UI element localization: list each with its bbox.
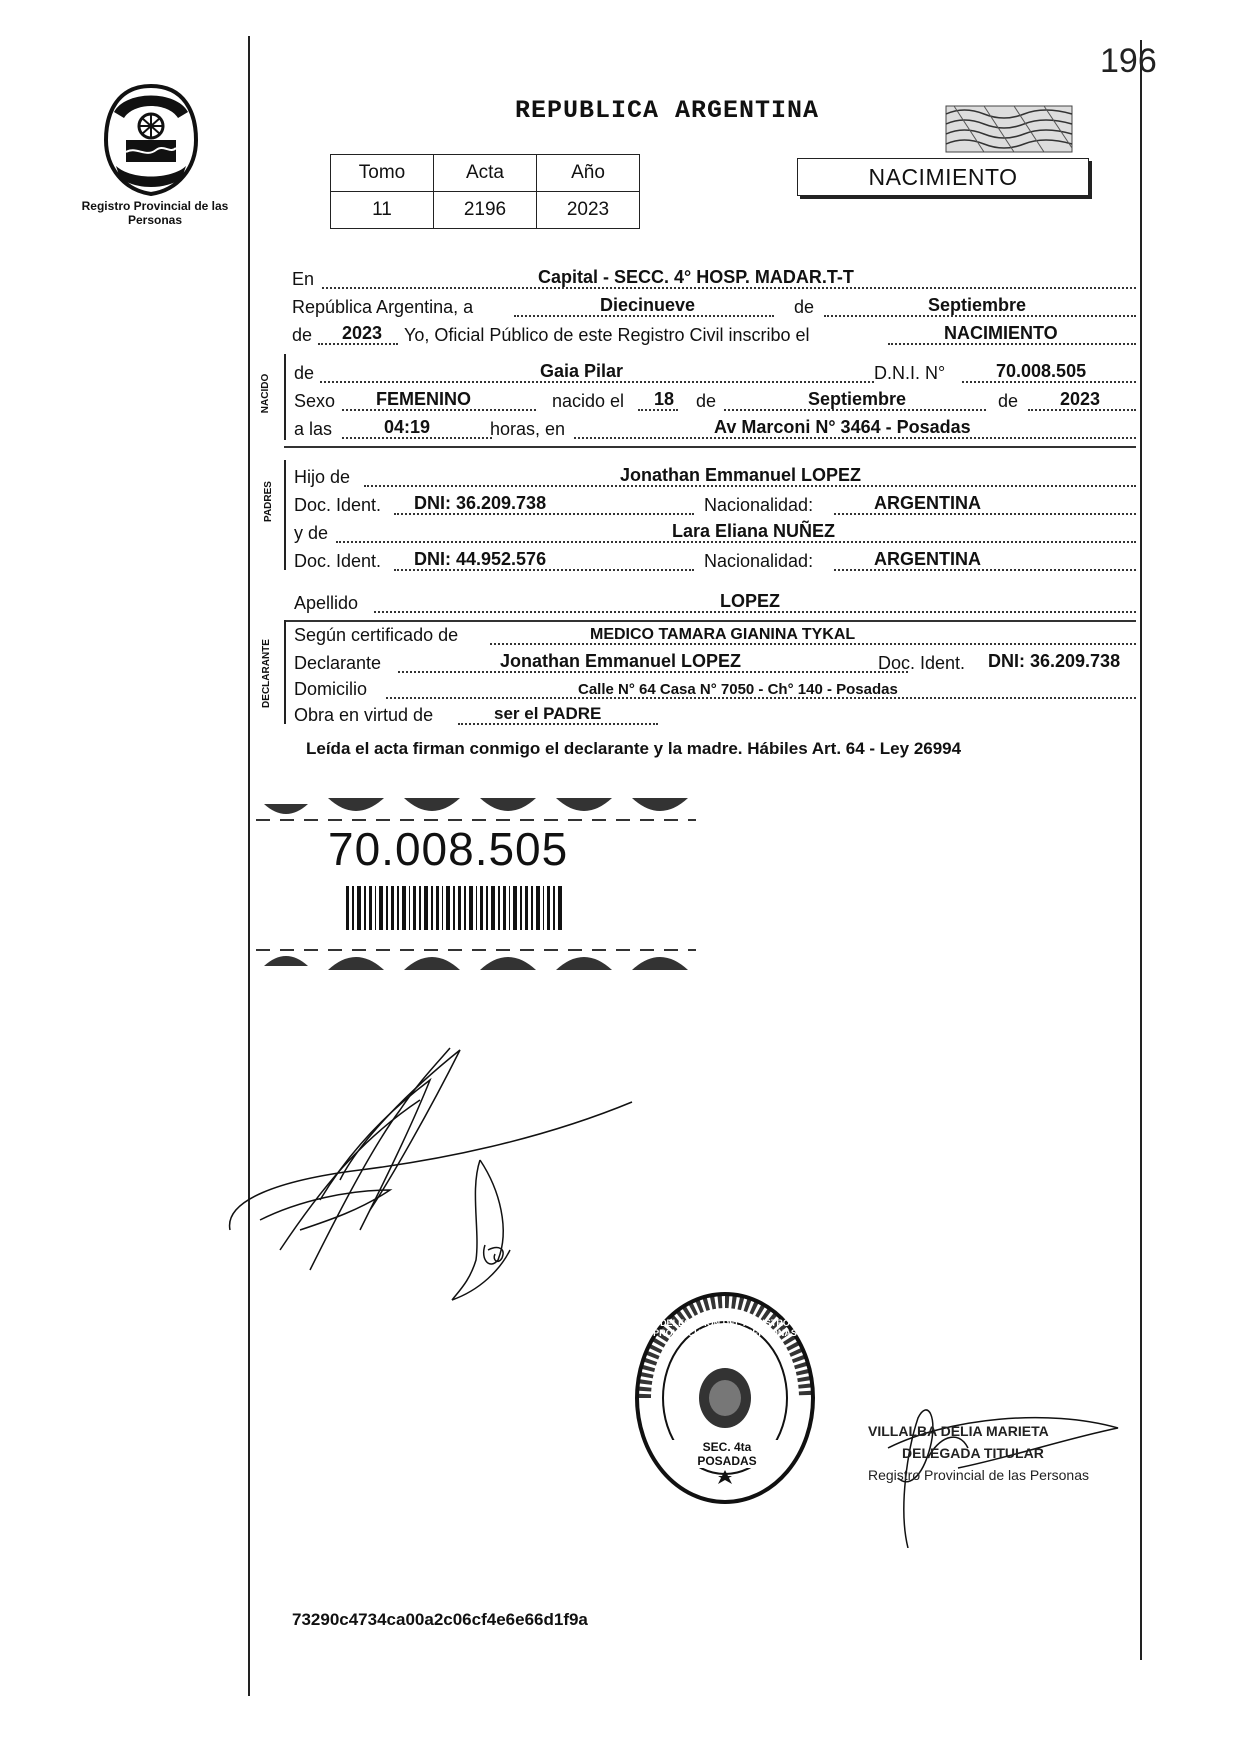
newborn-dni: 70.008.505 (996, 361, 1087, 381)
document-title: REPUBLICA ARGENTINA (515, 96, 820, 125)
declarant-line (294, 650, 1136, 676)
mother-name: Lara Eliana NUÑEZ (672, 521, 836, 541)
closing-text: Leída el acta firman conmigo el declarante y la madre. Hábiles Art. 64 - Ley 26994 (306, 739, 962, 758)
hours-label: horas, en (490, 419, 566, 439)
header-anio: Año (537, 155, 640, 192)
registration-act: NACIMIENTO (944, 323, 1058, 343)
section-label-nacido: NACIDO (260, 373, 272, 414)
registration-place: Capital - SECC. 4° HOSP. MADAR.T-T (538, 267, 854, 287)
certificate-line (294, 622, 1136, 648)
right-margin-line (1140, 40, 1142, 1660)
newborn-time-line (294, 416, 1136, 442)
delegate-office: Registro Provincial de las Personas (868, 1467, 1089, 1483)
page-number: 196 (1100, 42, 1157, 80)
delegate-title: DELEGADA TITULAR (902, 1445, 1044, 1461)
newborn-sex: FEMENINO (376, 389, 472, 409)
record-table-value-row (331, 192, 640, 229)
delegate-block (868, 1420, 1089, 1486)
date-line (292, 294, 1136, 320)
delegate-name: VILLALBA DELIA MARIETA (868, 1423, 1049, 1439)
sex-label: Sexo (294, 391, 336, 411)
section-divider (284, 446, 1136, 448)
section-label-padres: PADRES (262, 481, 274, 522)
record-table (330, 154, 640, 229)
birth-place: Av Marconi N° 3464 - Posadas (714, 417, 971, 437)
and-label: y de (294, 523, 329, 543)
surname-line (294, 590, 1136, 616)
certificate-value: MEDICO TAMARA GIANINA TYKAL (590, 626, 856, 643)
surname-value: LOPEZ (720, 591, 781, 611)
mother-signature (440, 1150, 550, 1310)
father-name: Jonathan Emmanuel LOPEZ (620, 465, 862, 485)
time-label: a las (294, 419, 333, 439)
section-bracket-declarante (284, 620, 286, 724)
doc-label: Doc. Ident. (878, 653, 966, 673)
dni-label: D.N.I. N° (874, 363, 946, 383)
value-anio: 2023 (537, 192, 640, 229)
provincial-coat-of-arms-logo (96, 82, 206, 198)
nationality-label: Nacionalidad: (704, 551, 814, 571)
birth-month: Septiembre (808, 389, 907, 409)
header-tomo: Tomo (331, 155, 434, 192)
father-doc: DNI: 36.209.738 (414, 493, 547, 513)
de-label: de (292, 325, 313, 345)
registration-month: Septiembre (928, 295, 1027, 315)
by-virtue-value: ser el PADRE (494, 704, 602, 723)
registry-name-caption: Registro Provincial de las Personas (81, 199, 229, 227)
section-label-declarante: DECLARANTE (260, 639, 272, 708)
newborn-sex-line (294, 388, 1136, 414)
declarant-signature (220, 1030, 640, 1310)
record-table-header-row (331, 155, 640, 192)
registration-day: Diecinueve (600, 295, 696, 315)
barcode-icon (346, 886, 566, 930)
newborn-name-line (294, 360, 1136, 386)
by-virtue-label: Obra en virtud de (294, 705, 434, 725)
stamp-ring-text: DELEGACION DEL REGISTRO PROVINCIAL DE LAS PERSONAS (653, 1318, 797, 1338)
surname-label: Apellido (294, 593, 359, 613)
declarant-name: Jonathan Emmanuel LOPEZ (500, 651, 742, 671)
id-number-large: 70.008.505 (328, 823, 569, 875)
father-doc-line (294, 492, 1136, 518)
declarant-label: Declarante (294, 653, 382, 673)
statement-line (292, 322, 1136, 348)
birth-time: 04:19 (384, 417, 431, 437)
by-virtue-line (294, 702, 1136, 728)
doc-label: Doc. Ident. (294, 551, 382, 571)
birth-day: 18 (654, 389, 675, 409)
value-tomo: 11 (331, 192, 434, 229)
doc-label: Doc. Ident. (294, 495, 382, 515)
statement-text: Yo, Oficial Público de este Registro Civil inscribo el (404, 325, 810, 345)
mother-name-line (294, 520, 1136, 546)
en-label: En (292, 269, 315, 289)
de-label: de (794, 297, 815, 317)
document-hash: 73290c4734ca00a2c06cf4e6e66d1f9a (292, 1610, 588, 1629)
de-label: de (294, 363, 315, 383)
nationality-label: Nacionalidad: (704, 495, 814, 515)
mother-doc: DNI: 44.952.576 (414, 549, 547, 569)
registration-year: 2023 (342, 323, 383, 343)
section-bracket-padres (284, 460, 286, 570)
birth-year: 2023 (1060, 389, 1101, 409)
mother-nationality: ARGENTINA (874, 549, 981, 569)
newborn-name: Gaia Pilar (540, 361, 624, 381)
address-value: Calle N° 64 Casa N° 7050 - Ch° 140 - Posadas (578, 681, 898, 698)
security-pattern-icon (944, 104, 1074, 154)
address-label: Domicilio (294, 679, 368, 699)
place-line (292, 266, 1136, 292)
value-acta: 2196 (434, 192, 537, 229)
born-label: nacido el (552, 391, 625, 411)
child-of-label: Hijo de (294, 467, 351, 487)
stamp-center-text: SEC. 4ta POSADAS (672, 1440, 782, 1468)
father-name-line (294, 464, 1136, 490)
section-bracket-nacido (284, 354, 286, 440)
certificate-label: Según certificado de (294, 625, 459, 645)
mother-doc-line (294, 548, 1136, 574)
declarant-doc: DNI: 36.209.738 (988, 651, 1121, 671)
republic-label: República Argentina, a (292, 297, 474, 317)
id-block-top-border (256, 790, 696, 826)
header-acta: Acta (434, 155, 537, 192)
de-label: de (696, 391, 717, 411)
address-line (294, 676, 1136, 702)
id-block-bottom-border (256, 944, 696, 974)
father-nationality: ARGENTINA (874, 493, 981, 513)
act-type-box: NACIMIENTO (797, 158, 1089, 196)
de-label: de (998, 391, 1019, 411)
left-margin-line (248, 36, 250, 1696)
